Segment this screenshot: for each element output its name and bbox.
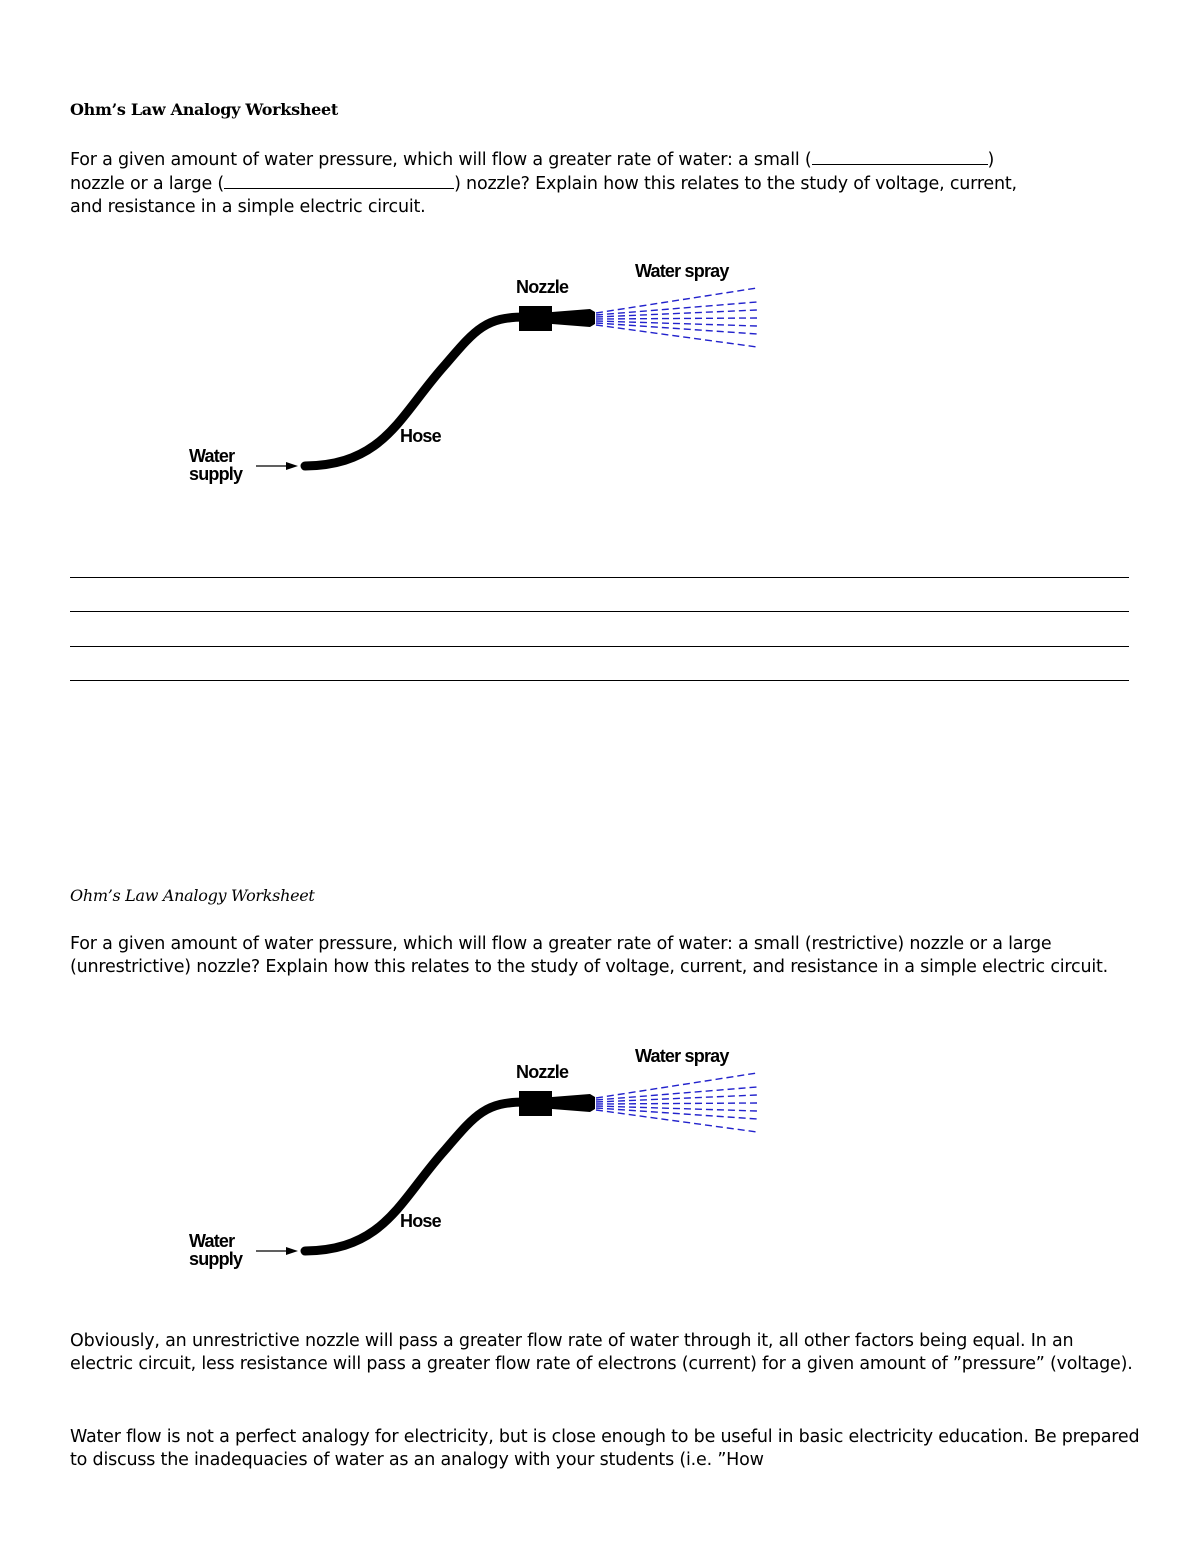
label-hose: Hose: [400, 426, 441, 446]
label-water-spray: Water spray: [635, 261, 729, 281]
water-spray: [596, 288, 757, 347]
supply-arrow-head: [286, 462, 298, 470]
label-water: Water: [189, 446, 235, 466]
answer-key-title: Ohm’s Law Analogy Worksheet: [70, 886, 315, 905]
worksheet-title: Ohm’s Law Analogy Worksheet: [70, 100, 338, 119]
answer-paragraph-1: Obviously, an unrestrictive nozzle will pass a greater flow rate of water through it, all other factors being equal. In an electric circuit, less resistance will pass a greater flow rate of electrons (current) for a given amount of ”pressure” (voltage).: [70, 1331, 1133, 1374]
answer-line-3[interactable]: [70, 646, 1129, 647]
label-water-spray: Water spray: [635, 1046, 729, 1066]
blank-large-nozzle[interactable]: [224, 172, 454, 189]
answer-key-question: For a given amount of water pressure, which will flow a greater rate of water: a small (restrictive) nozzle or a large (unrestrictive) nozzle? Explain how this relates to the study of voltage, current, and resistance in a simple electric circuit.: [70, 934, 1109, 977]
question-text-2: ): [987, 150, 995, 170]
label-nozzle: Nozzle: [516, 1062, 569, 1082]
nozzle-tip: [552, 1094, 595, 1112]
label-nozzle: Nozzle: [516, 277, 569, 297]
answer-line-2[interactable]: [70, 611, 1129, 612]
question-text-5: and resistance in a simple electric circuit.: [70, 197, 426, 217]
question-text-1: For a given amount of water pressure, which will flow a greater rate of water: a small (: [70, 150, 812, 170]
label-water: Water: [189, 1231, 235, 1251]
answer-line-1[interactable]: [70, 577, 1129, 578]
nozzle-tip: [552, 309, 595, 327]
question-text-3: nozzle or a large (: [70, 174, 225, 194]
nozzle-body: [519, 1091, 552, 1116]
worksheet-question: [70, 148, 1140, 219]
nozzle-body: [519, 306, 552, 331]
hose-nozzle-diagram-answer: [185, 1040, 765, 1270]
label-hose: Hose: [400, 1211, 441, 1231]
question-text-4: ) nozzle? Explain how this relates to the study of voltage, current,: [454, 174, 1017, 194]
label-supply: supply: [189, 1249, 243, 1269]
blank-small-nozzle[interactable]: [812, 148, 988, 165]
label-supply: supply: [189, 464, 243, 484]
supply-arrow-head: [286, 1247, 298, 1255]
water-spray: [596, 1073, 757, 1132]
answer-line-4[interactable]: [70, 680, 1129, 681]
answer-paragraph-2: Water flow is not a perfect analogy for electricity, but is close enough to be useful in basic electricity education. Be prepared to discuss the inadequacies of water as an analogy with your students (i.e. ”How: [70, 1427, 1140, 1470]
hose-nozzle-diagram: [185, 255, 765, 485]
